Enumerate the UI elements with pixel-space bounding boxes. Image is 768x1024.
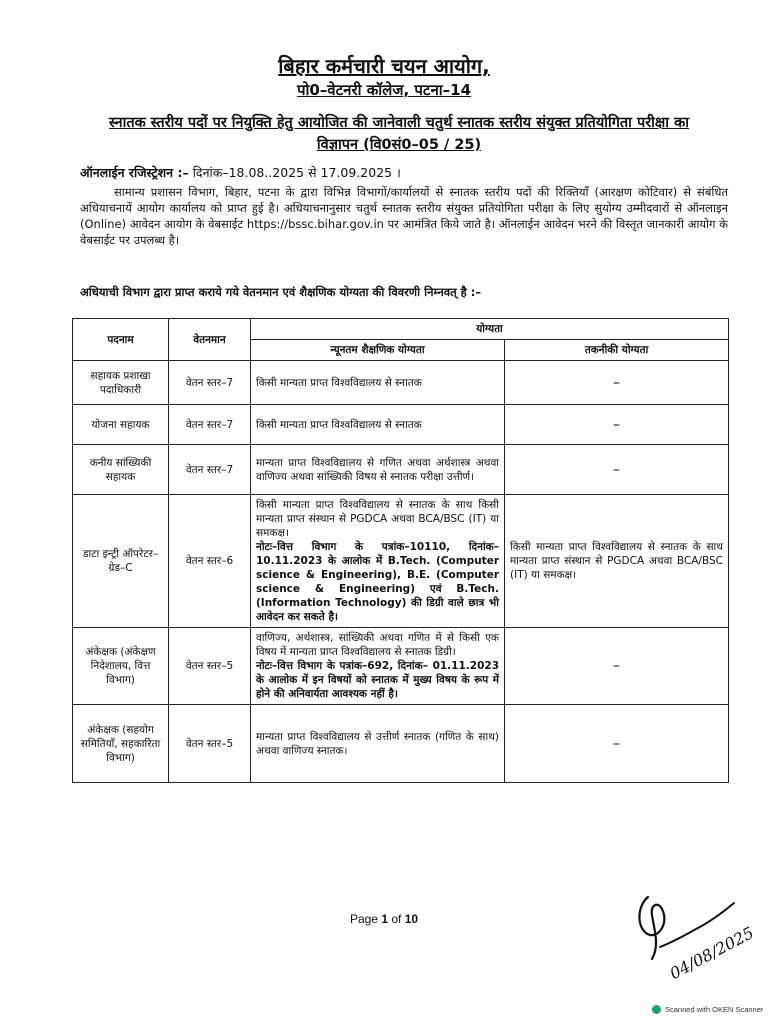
pay-level: वेतन स्तर–6 [169, 495, 251, 628]
page-of: of [391, 912, 402, 926]
page-word: Page [349, 912, 378, 926]
registration-dates: दिनांक–18.08..2025 से 17.09.2025 । [192, 165, 401, 180]
header-qualification-group: योग्यता [251, 319, 729, 340]
table-row [73, 628, 729, 705]
min-qualification: किसी मान्यता प्राप्त विश्वविद्यालय से स्नातक [251, 361, 505, 405]
qualification-note: नोटः–वित्त विभाग के पत्रांक–10110, दिनांक–10.11.2023 के आलोक में B.Tech. (Computer science & Engineering), B.E. (Computer science & Engineering) एवं B.Tech. (Information Technology) की डिग्री वाले छात्र भी आवेदन कर सकते है। [256, 541, 499, 623]
qualification-table [72, 318, 729, 783]
header-post: पदनाम [73, 319, 169, 361]
table-row [73, 705, 729, 783]
pay-level: वेतन स्तर–7 [169, 445, 251, 495]
pay-level: वेतन स्तर–7 [169, 361, 251, 405]
intro-paragraph: सामान्य प्रशासन विभाग, बिहार, पटना के द्वारा विभिन्न विभागों/कार्यालयों से स्नातक स्तरीय पदों की रिक्तियाँ (आरक्षण कोटिवार) से संबंधित अधियाचनायें आयोग कार्यालय को प्राप्त हुई है। अधियाचनानुसार चतुर्थ स्नातक स्तरीय संयुक्त प्रतियोगिता परीक्षा के लिए सुयोग्य उम्मीदवारों से ऑनलाइन (Online) आवेदन आयोग के वेबसाईट https://bssc.bihar.gov.in पर आमंत्रित किये जाते है। ऑनलाईन आवेदन भरने की विस्तृत जानकारी आयोग के वेबसाईट पर उपलब्ध है। [80, 185, 728, 247]
post-name: अंकेक्षक (सहयोग समितियाँ, सहकारिता विभाग) [73, 705, 169, 783]
header-min-education: न्यूनतम शैक्षणिक योग्यता [251, 340, 505, 361]
registration-line [80, 164, 401, 181]
min-qualification-cell [251, 628, 505, 705]
details-heading: अधियाची विभाग द्वारा प्राप्त कराये गये वेतनमान एवं शैक्षणिक योग्यता की विवरणी निम्नवत् है :– [80, 285, 482, 299]
min-qualification: मान्यता प्राप्त विश्वविद्यालय से गणित अथवा अर्थशास्त्र अथवा वाणिज्य अथवा सांख्यिकी विषय से स्नातक परीक्षा उत्तीर्ण। [251, 445, 505, 495]
technical-qualification: किसी मान्यता प्राप्त विश्वविद्यालय से स्नातक के साथ मान्यता प्राप्त संस्थान से PGDCA अथवा BCA/BSC (IT) या समकक्ष। [505, 495, 729, 628]
min-qualification: मान्यता प्राप्त विश्वविद्यालय से उत्तीर्ण स्नातक (गणित के साथ) अथवा वाणिज्य स्नातक। [251, 705, 505, 783]
qualification-note: नोटः–वित्त विभाग के पत्रांक–692, दिनांक– 01.11.2023 के आलोक में इन विषयों को स्नातक में मुख्य विषय के रूप में होने की अनिवार्यता आवश्यक नहीं है। [256, 660, 499, 700]
page-total: 10 [404, 912, 419, 926]
post-name: सहायक प्रशाखा पदाधिकारी [73, 361, 169, 405]
post-name: कनीय सांख्यिकी सहायक [73, 445, 169, 495]
pay-level: वेतन स्तर–7 [169, 405, 251, 445]
org-address: पो0–वेटनरी कॉलेज, पटना–14 [296, 81, 472, 99]
technical-qualification: – [505, 705, 729, 783]
scanner-logo-icon [652, 1005, 661, 1014]
min-qualification: किसी मान्यता प्राप्त विश्वविद्यालय से स्नातक [251, 405, 505, 445]
pay-level: वेतन स्तर–5 [169, 705, 251, 783]
table-row [73, 445, 729, 495]
header-technical: तकनीकी योग्यता [505, 340, 729, 361]
post-name: अंकेक्षक (अंकेक्षण निदेशालय, वित्त विभाग) [73, 628, 169, 705]
scanner-text: Scanned with OKEN Scanner [665, 1005, 764, 1014]
pay-level: वेतन स्तर–5 [169, 628, 251, 705]
technical-qualification: – [505, 628, 729, 705]
handwritten-signature [630, 885, 757, 984]
post-name: योजना सहायक [73, 405, 169, 445]
min-qualification: वाणिज्य, अर्थशास्त्र, सांख्यिकी अथवा गणित में से किसी एक विषय में मान्यता प्राप्त विश्वविद्यालय से स्नातक डिग्री। [256, 632, 499, 658]
min-qualification: किसी मान्यता प्राप्त विश्वविद्यालय से स्नातक के साथ किसी मान्यता प्राप्त संस्थान से PGDCA अथवा BCA/BSC (IT) या समकक्ष। [256, 499, 499, 539]
advertisement-title: स्नातक स्तरीय पदों पर नियुक्ति हेतु आयोजित की जानेवाली चतुर्थ स्नातक स्तरीय संयुक्त प्रतियोगिता परीक्षा का विज्ञापन (वि0सं0–05 / 25) [109, 115, 689, 153]
technical-qualification: – [505, 445, 729, 495]
technical-qualification: – [505, 405, 729, 445]
table-row [73, 361, 729, 405]
table-row [73, 405, 729, 445]
page-number: 1 [381, 912, 388, 926]
org-name: बिहार कर्मचारी चयन आयोग, [278, 54, 490, 78]
header-pay: वेतनमान [169, 319, 251, 361]
min-qualification-cell [251, 495, 505, 628]
signature-date: 04/08/2025 [666, 923, 757, 984]
post-name: डाटा इन्ट्री ऑपरेटर– ग्रेड–C [73, 495, 169, 628]
registration-label: ऑनलाईन रजिस्ट्रेशन :– [80, 165, 189, 180]
technical-qualification: – [505, 361, 729, 405]
scanner-watermark [652, 1005, 763, 1014]
table-row [73, 495, 729, 628]
